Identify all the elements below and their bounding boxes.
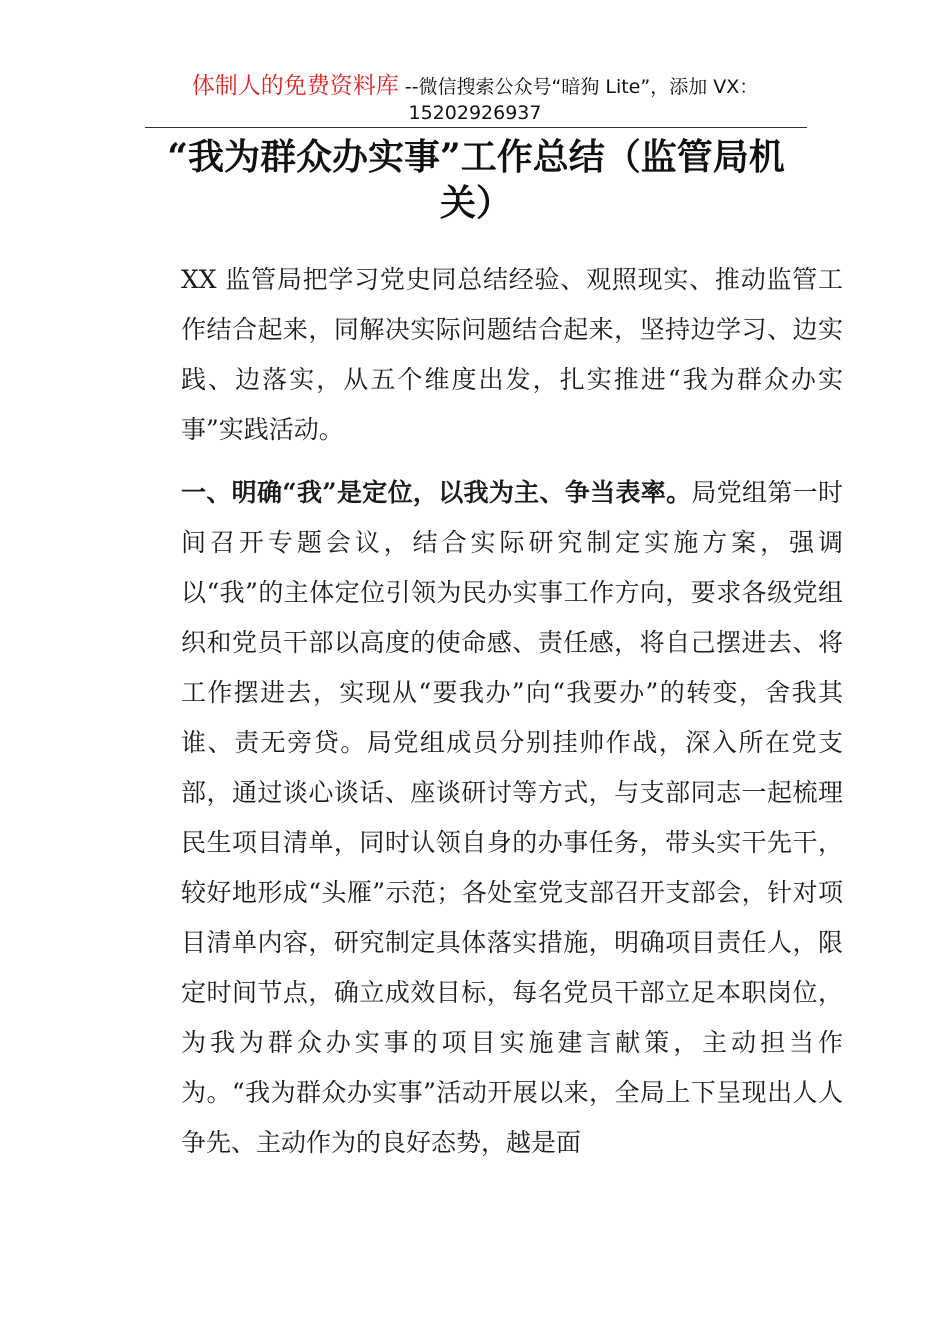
- paragraph-intro: [145, 255, 843, 455]
- paragraph-section-1: [145, 468, 843, 1168]
- header-phone: 15202926937: [408, 102, 542, 124]
- section-1-heading: 一、明确“我”是定位，以我为主、争当表率。: [181, 478, 692, 507]
- header-promo: --微信搜索公众号“暗狗 Lite”，添加 VX：: [398, 76, 759, 98]
- section-1-text: 局党组第一时间召开专题会议，结合实际研究制定实施方案，强调以“我”的主体定位引领为民办实事工作方向，要求各级党组织和党员干部以高度的使命感、责任感，将自己摆进去、将工作摆进去，实现从“要我办”向“我要办”的转变，舍我其谁、责无旁贷。局党组成员分别挂帅作战，深入所在党支部，通过谈心谈话、座谈研讨等方式，与支部同志一起梳理民生项目清单，同时认领自身的办事任务，带头实干先干，较好地形成“头雁”示范；各处室党支部召开支部会，针对项目清单内容，研究制定具体落实措施，明确项目责任人，限定时间节点，确立成效目标，每名党员干部立足本职岗位，为我为群众办实事的项目实施建言献策，主动担当作为。“我为群众办实事”活动开展以来，全局上下呈现出人人争先、主动作为的良好态势，越是面: [181, 478, 843, 1157]
- header-divider: [145, 127, 807, 128]
- header-banner: [0, 70, 950, 103]
- paragraph-intro-text: XX 监管局把学习党史同总结经验、观照现实、推动监管工作结合起来，同解决实际问题结合起来，坚持边学习、边实践、边落实，从五个维度出发，扎实推进“我为群众办实事”实践活动。: [181, 265, 843, 444]
- document-title: “我为群众办实事”工作总结（监管局机关）: [167, 136, 785, 224]
- header-brand: 体制人的免费资料库: [191, 73, 399, 99]
